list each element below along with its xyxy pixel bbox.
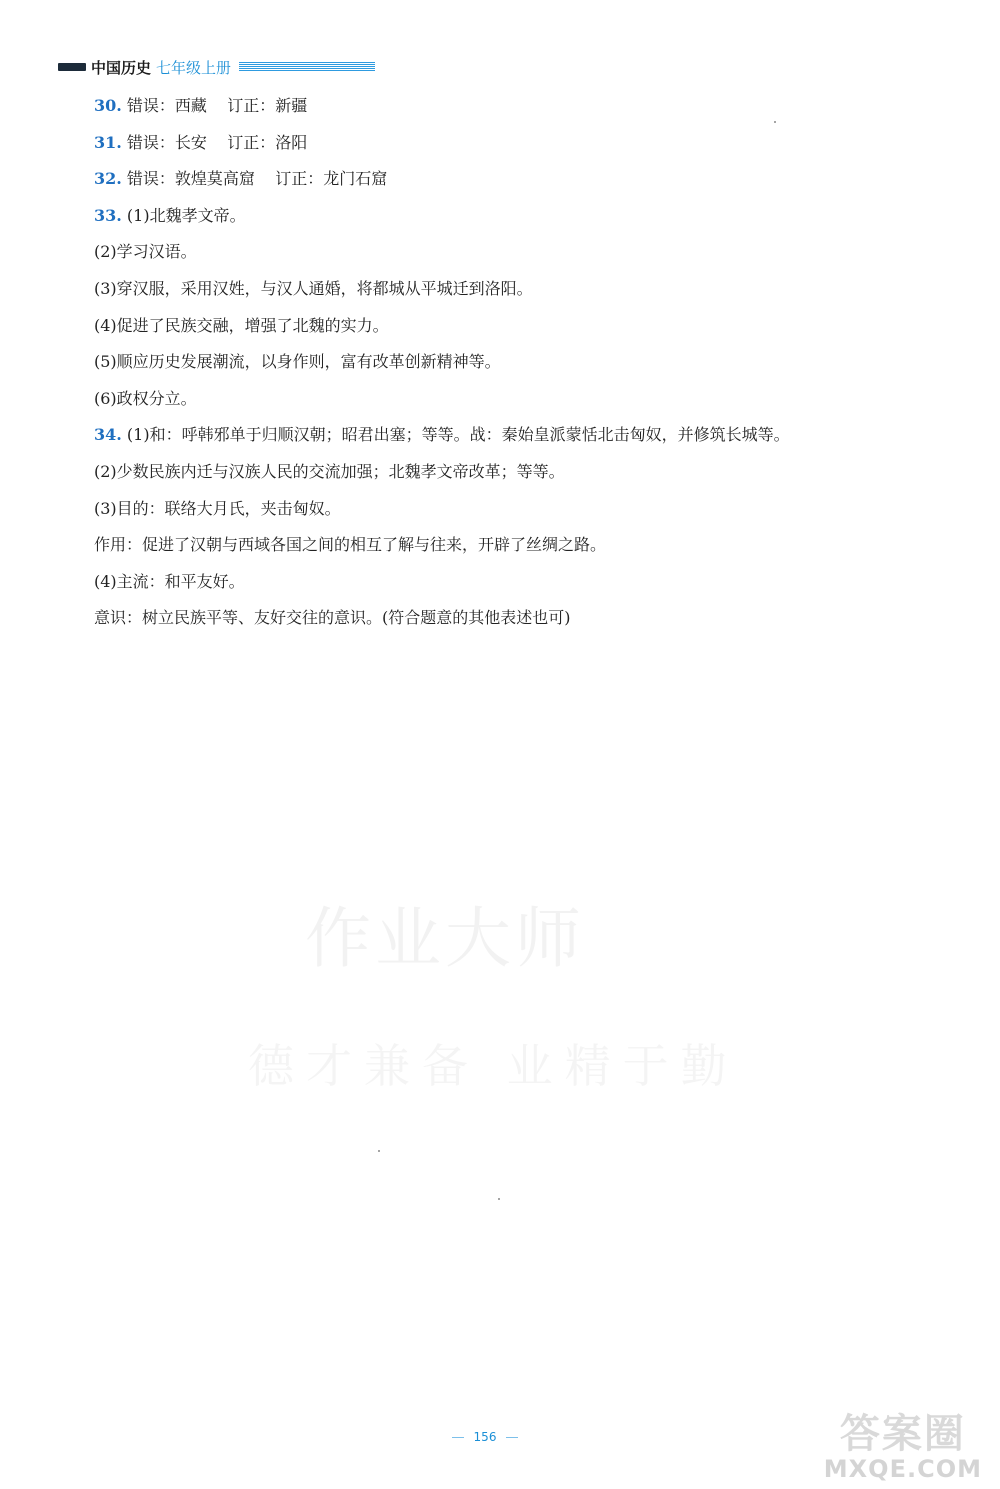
answer-line: [94, 240, 954, 277]
page-number-dash: [452, 1437, 464, 1438]
answer-text: (5)顺应历史发展潮流，以身作则，富有改革创新精神等。: [94, 352, 501, 372]
answer-text: (2)学习汉语。: [94, 242, 197, 262]
answer-line: [94, 277, 954, 314]
answer-line: [94, 350, 954, 387]
page-number-text: 156: [473, 1430, 497, 1444]
answer-line: [94, 167, 954, 204]
site-logo-watermark: [824, 1402, 982, 1483]
logo-main-text: 答案圈: [839, 1411, 966, 1457]
answer-line: [94, 460, 954, 497]
answer-list: [94, 94, 954, 643]
page-number-dash: [506, 1437, 518, 1438]
answer-text: (6)政权分立。: [94, 388, 197, 408]
answer-line: [94, 131, 954, 168]
question-number: 31.: [94, 132, 122, 152]
watermark-title: 作业大师: [305, 900, 585, 977]
question-number: 30.: [94, 96, 122, 115]
answer-text: 错误：长安 订正：洛阳: [121, 132, 308, 152]
answer-line: [94, 606, 954, 643]
answer-line: [94, 423, 954, 460]
answer-text: (1)北魏孝文帝。: [121, 205, 246, 225]
answer-line: [94, 314, 954, 351]
answer-text: (4)促进了民族交融，增强了北魏的实力。: [94, 315, 389, 335]
header-subject: 中国历史: [91, 58, 152, 77]
answer-text: (4)主流：和平友好。: [94, 571, 245, 591]
answer-line: [94, 204, 954, 241]
answer-text: 错误：敦煌莫高窟 订正：龙门石窟: [121, 169, 388, 189]
answer-line: [94, 497, 954, 534]
scan-speck: [498, 1198, 500, 1200]
scan-speck: [774, 121, 776, 123]
answer-text: 错误：西藏 订正：新疆: [121, 96, 308, 115]
watermark-motto: 德才兼备 业精于勤: [248, 1039, 739, 1093]
answer-text: (2)少数民族内迁与汉族人民的交流加强；北魏孝文帝改革；等等。: [94, 461, 565, 481]
header-grade: 七年级上册: [156, 58, 232, 77]
answer-line: [94, 387, 954, 424]
question-number: 32.: [94, 169, 122, 189]
answer-text: (3)穿汉服，采用汉姓，与汉人通婚，将都城从平城迁到洛阳。: [94, 278, 533, 298]
header-bar-decoration: [58, 63, 86, 71]
question-number: 34.: [94, 425, 122, 445]
answer-text: (1)和：呼韩邪单于归顺汉朝；昭君出塞；等等。战：秦始皇派蒙恬北击匈奴，并修筑长城等。: [121, 425, 790, 445]
answer-text: 意识：树立民族平等、友好交往的意识。(符合题意的其他表述也可): [94, 608, 571, 628]
header-stripes-decoration: [239, 62, 375, 72]
answer-line: [94, 94, 954, 131]
answer-text: 作用：促进了汉朝与西域各国之间的相互了解与往来，开辟了丝绸之路。: [94, 535, 607, 555]
page-header: [58, 56, 375, 78]
answer-text: (3)目的：联络大月氏，夹击匈奴。: [94, 498, 341, 518]
answer-line: [94, 570, 954, 607]
question-number: 33.: [94, 205, 122, 225]
answer-line: [94, 533, 954, 570]
logo-sub-text: MXQE.COM: [823, 1455, 982, 1483]
scan-speck: [378, 1150, 380, 1152]
